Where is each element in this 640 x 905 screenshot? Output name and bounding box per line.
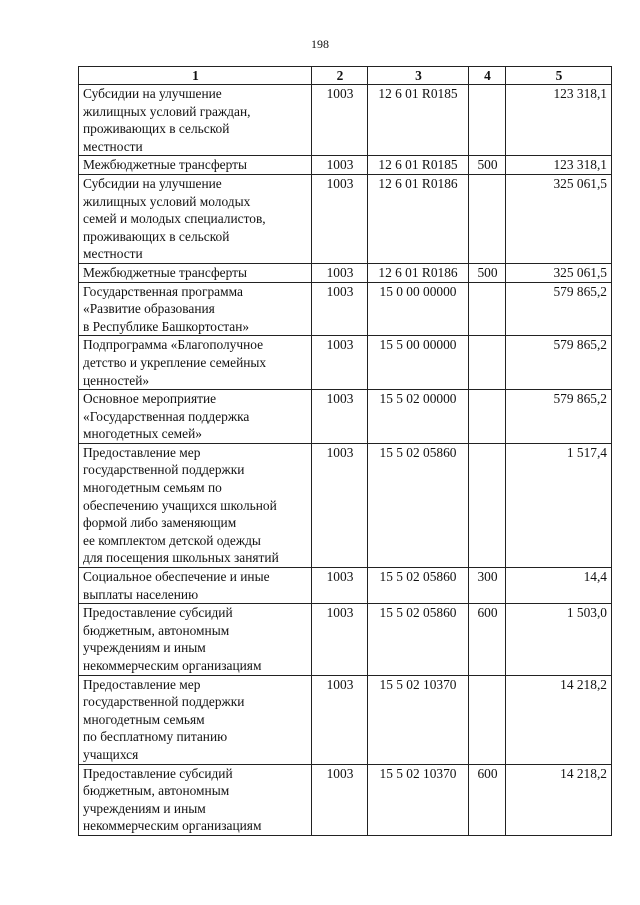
cell-name: Субсидии на улучшение жилищных условий граждан, проживающих в сельской местности [79, 85, 312, 156]
table-row [79, 85, 612, 156]
cell-expense: 600 [469, 764, 506, 835]
cell-expense [469, 282, 506, 336]
cell-section: 1003 [312, 604, 368, 675]
cell-expense: 500 [469, 263, 506, 282]
cell-section: 1003 [312, 156, 368, 175]
cell-name: Предоставление мер государственной поддержки многодетным семьям по обеспечению учащихся школьной формой либо заменяющим ее комплектом детской одежды для посещения школьных занятий [79, 443, 312, 567]
cell-amount: 14 218,2 [506, 764, 612, 835]
cell-name: Социальное обеспечение и иные выплаты населению [79, 568, 312, 604]
cell-section: 1003 [312, 390, 368, 444]
cell-target: 15 0 00 00000 [368, 282, 469, 336]
cell-amount: 14,4 [506, 568, 612, 604]
cell-section: 1003 [312, 336, 368, 390]
cell-section: 1003 [312, 282, 368, 336]
header-cell-amount: 5 [506, 67, 612, 85]
cell-expense [469, 675, 506, 764]
cell-name: Межбюджетные трансферты [79, 263, 312, 282]
table-row [79, 675, 612, 764]
cell-expense [469, 336, 506, 390]
table-row [79, 336, 612, 390]
cell-expense: 600 [469, 604, 506, 675]
cell-name: Субсидии на улучшение жилищных условий молодых семей и молодых специалистов, проживающих в сельской местности [79, 174, 312, 263]
table-row [79, 604, 612, 675]
header-cell-target: 3 [368, 67, 469, 85]
cell-target: 12 6 01 R0185 [368, 85, 469, 156]
cell-expense [469, 390, 506, 444]
table-row [79, 174, 612, 263]
cell-section: 1003 [312, 675, 368, 764]
cell-amount: 579 865,2 [506, 336, 612, 390]
cell-section: 1003 [312, 568, 368, 604]
cell-name: Межбюджетные трансферты [79, 156, 312, 175]
cell-target: 15 5 02 05860 [368, 568, 469, 604]
table-row [79, 263, 612, 282]
cell-target: 15 5 02 00000 [368, 390, 469, 444]
cell-target: 15 5 02 10370 [368, 764, 469, 835]
cell-amount: 579 865,2 [506, 282, 612, 336]
cell-name: Государственная программа «Развитие образования в Республике Башкортостан» [79, 282, 312, 336]
cell-section: 1003 [312, 85, 368, 156]
cell-target: 15 5 02 10370 [368, 675, 469, 764]
cell-name: Основное мероприятие «Государственная поддержка многодетных семей» [79, 390, 312, 444]
cell-target: 15 5 02 05860 [368, 604, 469, 675]
table-row [79, 390, 612, 444]
header-cell-expense: 4 [469, 67, 506, 85]
cell-expense: 500 [469, 156, 506, 175]
cell-name: Подпрограмма «Благополучное детство и укрепление семейных ценностей» [79, 336, 312, 390]
cell-expense [469, 443, 506, 567]
table-row [79, 156, 612, 175]
cell-amount: 579 865,2 [506, 390, 612, 444]
budget-table [78, 66, 612, 836]
table-row [79, 282, 612, 336]
table-row [79, 568, 612, 604]
cell-expense [469, 174, 506, 263]
cell-expense: 300 [469, 568, 506, 604]
cell-section: 1003 [312, 764, 368, 835]
table-row [79, 443, 612, 567]
cell-target: 12 6 01 R0186 [368, 263, 469, 282]
cell-section: 1003 [312, 263, 368, 282]
cell-amount: 1 503,0 [506, 604, 612, 675]
cell-name: Предоставление мер государственной поддержки многодетным семьям по бесплатному питанию учащихся [79, 675, 312, 764]
cell-expense [469, 85, 506, 156]
page-number: 198 [311, 37, 329, 51]
cell-amount: 325 061,5 [506, 174, 612, 263]
cell-amount: 14 218,2 [506, 675, 612, 764]
header-row [79, 67, 612, 85]
cell-name: Предоставление субсидий бюджетным, автономным учреждениям и иным некоммерческим организациям [79, 604, 312, 675]
cell-section: 1003 [312, 443, 368, 567]
header-cell-section: 2 [312, 67, 368, 85]
cell-target: 12 6 01 R0186 [368, 174, 469, 263]
cell-section: 1003 [312, 174, 368, 263]
cell-amount: 123 318,1 [506, 156, 612, 175]
cell-amount: 123 318,1 [506, 85, 612, 156]
cell-target: 12 6 01 R0185 [368, 156, 469, 175]
cell-amount: 325 061,5 [506, 263, 612, 282]
cell-target: 15 5 02 05860 [368, 443, 469, 567]
cell-name: Предоставление субсидий бюджетным, автономным учреждениям и иным некоммерческим организациям [79, 764, 312, 835]
cell-amount: 1 517,4 [506, 443, 612, 567]
table-body [79, 85, 612, 836]
cell-target: 15 5 00 00000 [368, 336, 469, 390]
header-cell-name: 1 [79, 67, 312, 85]
table-row [79, 764, 612, 835]
